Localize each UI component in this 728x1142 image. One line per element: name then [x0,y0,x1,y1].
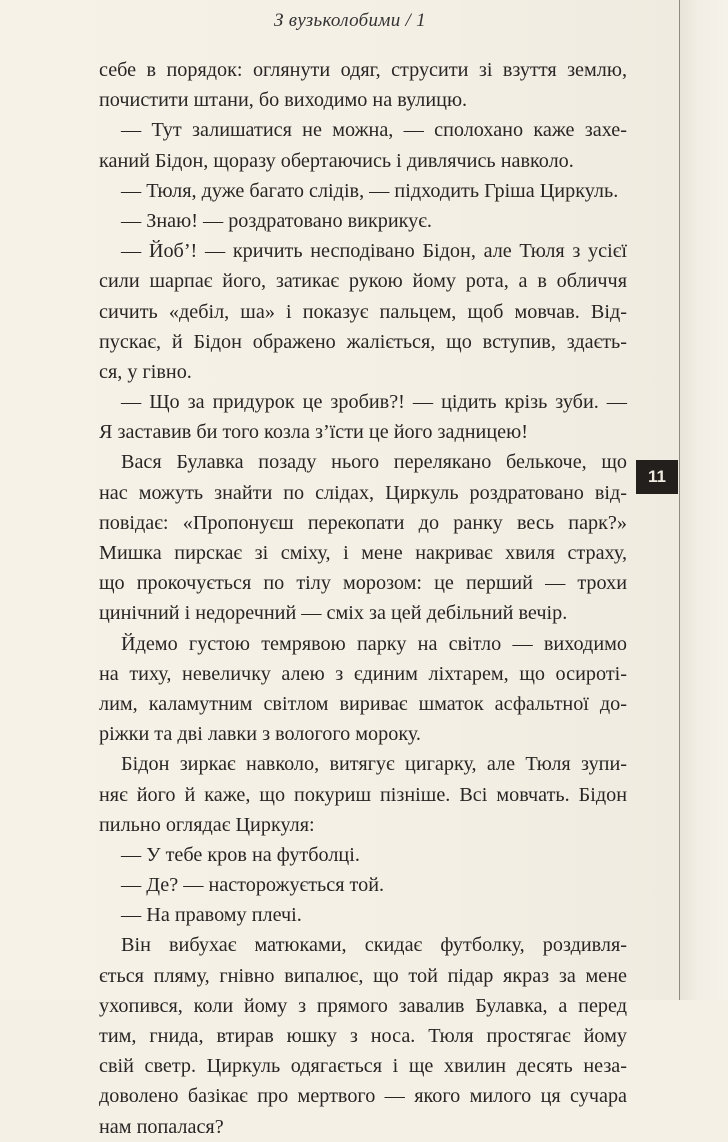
text-line: лим, каламутним світлом вириває шматок асфальтної до- [99,692,627,715]
text-line: почистити штани, бо виходимо на вулицю. [99,89,468,112]
text-line: — Знаю! — роздратовано викрикує. [121,209,432,232]
text-line: — Тут залишатися не можна, — сполохано каже захе- [121,119,627,142]
text-line: повідає: «Пропонуєш перекопати до ранку весь парк?» [99,511,627,534]
text-line: Він вибухає матюками, скидає футболку, роздивля- [121,934,627,957]
text-line: пускає, й Бідон ображено жаліється, що вступив, здаєть- [99,330,627,353]
body-text [99,55,627,1142]
text-line: на тиху, невеличку алею з єдиним ліхтарем, що осироті- [99,662,627,685]
text-line: Я заставив би того козла з’їсти це його задницею! [99,421,528,444]
text-line: сичить «дебіл, ша» і показує пальцем, щоб мовчав. Від- [99,300,627,323]
page-edge-shade [680,0,728,1000]
text-line: що прокочується по тілу морозом: це перший — трохи [99,572,627,595]
text-line: Вася Булавка позаду нього перелякано белькоче, що [121,451,627,474]
text-line: ріжки та дві лавки з вологого мороку. [99,723,421,746]
page-number-tab: 11 [636,460,678,494]
text-line: ся, у гівно. [99,360,192,383]
text-line: сили шарпає його, затикає рукою йому рота, а в обличчя [99,270,627,293]
text-line: цинічний і недоречний — сміх за цей дебільний вечір. [99,602,568,625]
text-line: ухопився, коли йому з прямого завалив Булавка, а перед [99,994,627,1017]
text-line: пильно оглядає Циркуля: [99,813,315,836]
text-line: няє його й каже, що покуриш пізніше. Всі мовчать. Бідон [99,783,627,806]
text-line: доволено базікає про мертвого — якого милого ця сучара [99,1085,627,1108]
text-line: свій светр. Циркуль одягається і ще хвилин десять неза- [99,1055,627,1078]
text-line: тим, гнида, втирав юшку з носа. Тюля простягає йому [99,1025,627,1047]
text-line: — Йоб’! — кричить несподівано Бідон, але Тюля з усієї [121,240,627,263]
text-line: нам попалася? [99,1115,224,1138]
text-line: — На правому плечі. [121,904,302,927]
text-line: Бідон зиркає навколо, витягує цигарку, але Тюля зупи- [121,753,627,776]
text-line: каний Бідон, щоразу обертаючись і дивлячись навколо. [99,149,574,172]
text-line: Йдемо густою темрявою парку на світло — виходимо [121,632,627,655]
text-line: Мишка пирскає зі сміху, і мене накриває хвиля страху, [99,542,627,564]
text-line: — Тюля, дуже багато слідів, — підходить Гріша Циркуль. [121,179,619,202]
text-line: — Де? — насторожується той. [121,874,385,897]
text-line: — Що за придурок це зробив?! — цідить крізь зуби. — [121,391,627,414]
running-head: З вузьколобими / 1 [274,10,426,31]
text-line: — У тебе кров на футболці. [121,843,360,866]
text-line: ється пляму, гнівно випалює, що той підар якраз за мене [99,964,627,987]
text-line: себе в порядок: оглянути одяг, струсити зі взуття землю, [99,59,627,81]
page-edge-line [679,0,680,1000]
text-line: нас можуть знайти по слідах, Циркуль роздратовано від- [99,481,627,504]
